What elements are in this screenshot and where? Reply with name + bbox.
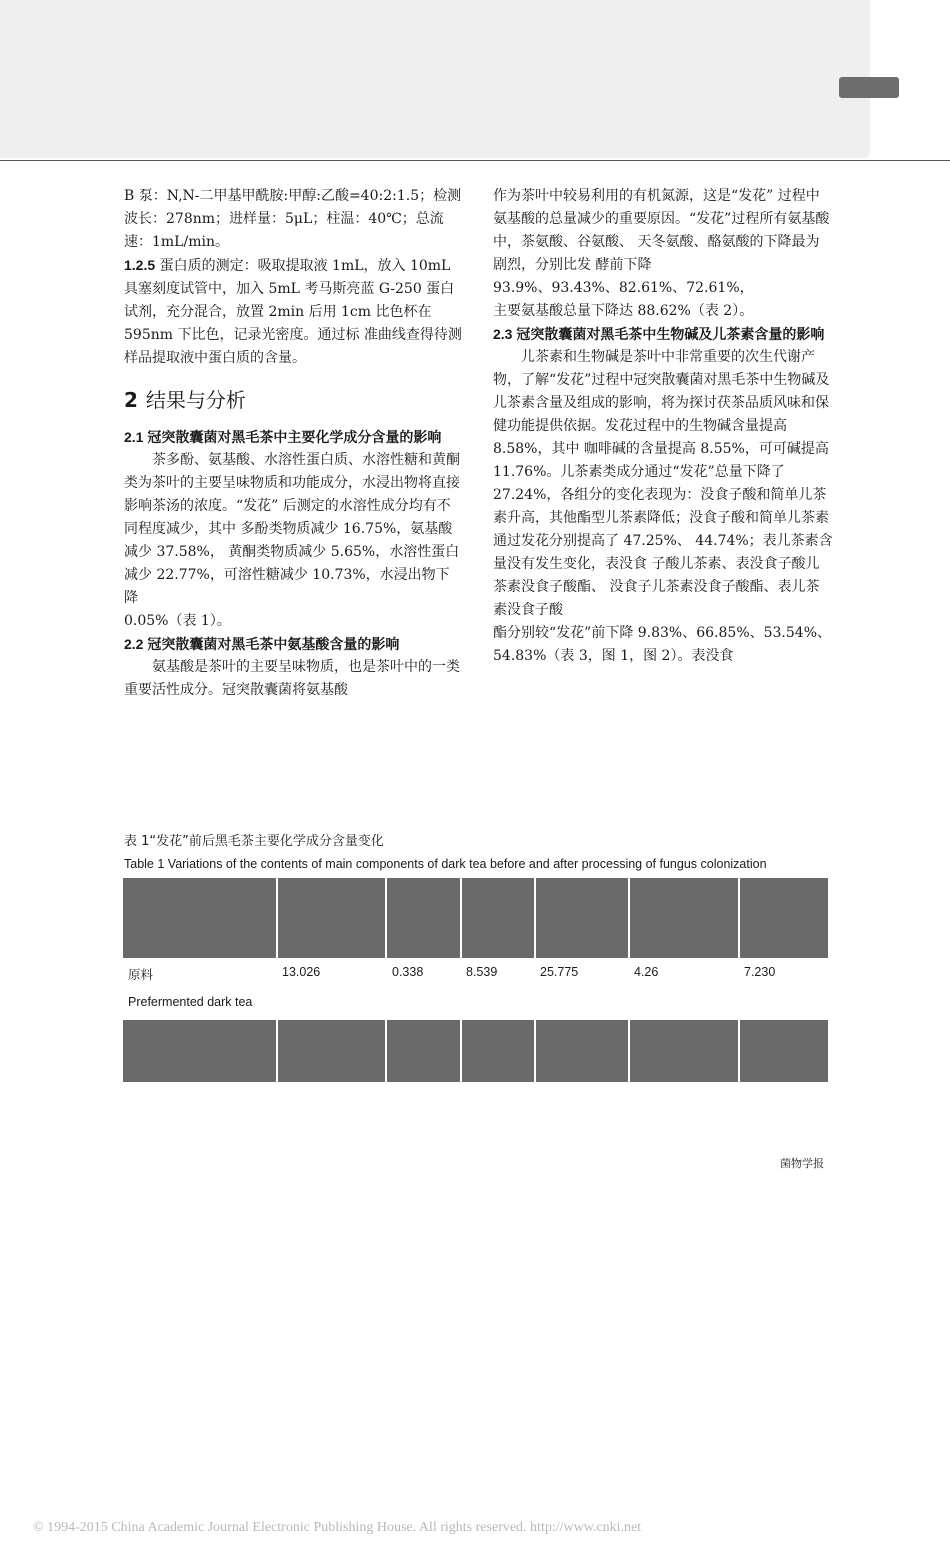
table-cell: 4.26	[634, 965, 659, 979]
table-lower-band	[123, 1020, 828, 1082]
table-cell: 7.230	[744, 965, 776, 979]
copyright-notice: © 1994-2015 China Academic Journal Electronic Publishing House. All rights reserved. http://www.cnki.net	[33, 1520, 642, 1535]
subsection-number: 1.2.5	[124, 257, 156, 273]
protein-method-paragraph	[124, 254, 462, 370]
table-body-cell	[387, 1020, 460, 1082]
right-column	[493, 185, 833, 668]
components-paragraph-end: 0.05%（表 1）。	[124, 613, 231, 629]
page-number-tab	[839, 77, 899, 98]
table-body-cell	[630, 1020, 738, 1082]
table-row-sublabel: Prefermented dark tea	[128, 995, 253, 1009]
table-body-cell	[123, 1020, 276, 1082]
table-body-cell	[740, 1020, 828, 1082]
amino-acid-total-text: 主要氨基酸总量下降达 88.62%（表 2）。	[493, 303, 754, 319]
amino-acid-paragraph-cont: 作为茶叶中较易利用的有机氮源，这是“发花” 过程中氨基酸的总量减少的重要原因。“发花”过程所有氨基酸中，茶氨酸、谷氨酸、 天冬氨酸、酪氨酸的下降最为剧烈，分别比发 酵前下降	[493, 188, 830, 273]
table-body-cell	[536, 1020, 628, 1082]
table-header-cell	[387, 878, 460, 958]
catechin-paragraph: 儿茶素和生物碱是茶叶中非常重要的次生代谢产物，了解“发花”过程中冠突散囊菌对黑毛茶中生物碱及儿茶素含量及组成的影响，将为探讨茯茶品质风味和保健功能提供依据。发花过程中的生物碱含量提高 8.58%，其中 咖啡碱的含量提高 8.55%，可可碱提高 11.76%。儿茶素类成分通过“发花”总量下降了 27.24%，各组分的变化表现为：没食子酸和简单儿茶素升高，其他酯型儿茶素降低；没食子酸和简单儿茶素通过发花分别提高了 47.25%、 44.74%；表儿茶素含量没有发生变化，表没食 子酸儿茶素、表没食子酸儿茶素没食子酸酯、 没食子儿茶素没食子酸酯、表儿茶素没食子酸	[493, 349, 833, 618]
table-header-cell	[740, 878, 828, 958]
table-header-cell	[536, 878, 628, 958]
section-number: 2	[124, 388, 138, 412]
section-heading	[124, 386, 462, 414]
header-rule	[0, 160, 950, 161]
subsection-heading-2-2: 2.2 冠突散囊菌对黑毛茶中氨基酸含量的影响	[124, 636, 400, 652]
subsection-heading-2-1: 2.1 冠突散囊菌对黑毛茶中主要化学成分含量的影响	[124, 429, 442, 445]
protein-method-text: 蛋白质的测定：吸取提取液 1mL，放入 10mL 具塞刻度试管中，加入 5mL 考马斯亮蓝 G-250 蛋白试剂，充分混合，放置 2min 后用 1cm 比色杯在 595nm 下比色，记录光密度。通过标 准曲线查得待测样品提取液中蛋白质的含量。	[124, 258, 462, 366]
table-cell: 25.775	[540, 965, 579, 979]
table-header-cell	[278, 878, 385, 958]
left-column	[124, 185, 462, 702]
subsection-heading-2-3: 2.3 冠突散囊菌对黑毛茶中生物碱及儿茶素含量的影响	[493, 326, 825, 342]
amino-acid-paragraph: 氨基酸是茶叶的主要呈味物质，也是茶叶中的一类重要活性成分。冠突散囊菌将氨基酸	[124, 659, 460, 698]
table-header-cell	[630, 878, 738, 958]
table-cell: 13.026	[282, 965, 321, 979]
table-body-cell	[462, 1020, 534, 1082]
journal-name: 菌物学报	[780, 1157, 824, 1170]
table-cell: 0.338	[392, 965, 424, 979]
table-cell: 8.539	[466, 965, 498, 979]
amino-acid-decrease-values: 93.9%、93.43%、82.61%、72.61%，	[493, 280, 754, 296]
table-header-cell	[462, 878, 534, 958]
section-title: 结果与分析	[145, 388, 246, 412]
components-paragraph: 茶多酚、氨基酸、水溶性蛋白质、水溶性糖和黄酮类为茶叶的主要呈味物质和功能成分，水浸出物将直接影响茶汤的浓度。“发花” 后测定的水溶性成分均有不同程度减少，其中 多酚类物质减少 16.75%，氨基酸减少 37.58%， 黄酮类物质减少 5.65%，水溶性蛋白减少 22.77%，可溶性糖减少 10.73%，水浸出物下降	[124, 452, 460, 606]
hplc-conditions-text: B 泵：N,N-二甲基甲酰胺:甲醇:乙酸=40:2:1.5；检测波长：278nm；进样量：5μL；柱温：40℃；总流速：1mL/min。	[124, 188, 462, 250]
table-caption-cn: 表 1“发花”前后黑毛茶主要化学成分含量变化	[124, 834, 384, 849]
page-header-band	[0, 0, 870, 158]
table-caption-en: Table 1 Variations of the contents of main components of dark tea before and after processing of fungus colonization	[124, 857, 767, 871]
table-row-label: 原料	[128, 968, 154, 982]
table-header-cell	[123, 878, 276, 958]
table-body-cell	[278, 1020, 385, 1082]
table-header-band	[123, 878, 828, 958]
catechin-paragraph-end: 酯分别较“发花”前下降 9.83%、66.85%、53.54%、54.83%（表 3，图 1，图 2）。表没食	[493, 625, 832, 664]
